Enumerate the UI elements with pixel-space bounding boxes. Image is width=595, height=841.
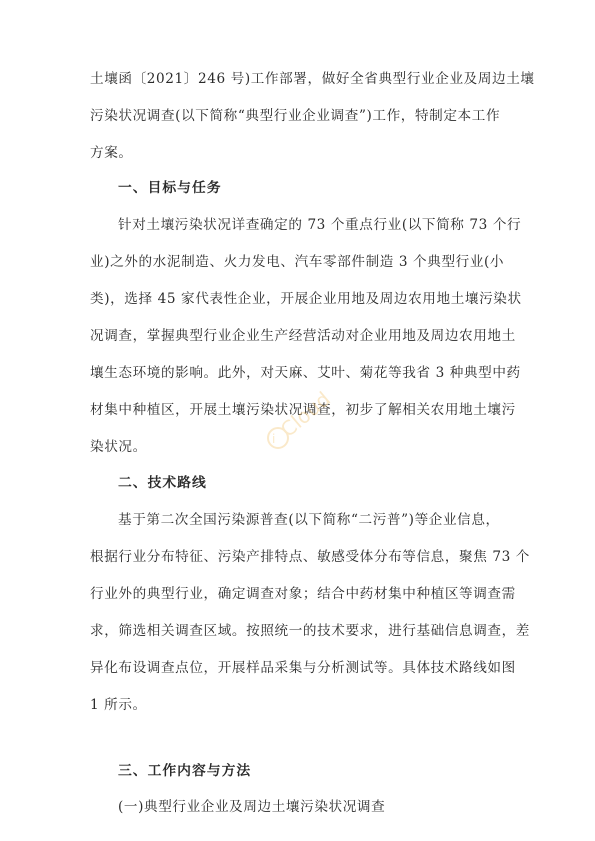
intro-line-1: 土壤函〔2021〕246 号)工作部署，做好全省典型行业企业及周边土壤 [90, 71, 535, 87]
section2-line-2: 根据行业分布特征、污染产排特点、敏感受体分布等信息，聚焦 73 个 [90, 549, 530, 565]
section-heading-work-content: 三、工作内容与方法 [118, 763, 252, 779]
section2-line-4: 求，筛选相关调查区域。按照统一的技术要求，进行基础信息调查，差 [90, 623, 531, 639]
section-heading-technical-route: 二、技术路线 [118, 475, 207, 491]
svg-text:Cloud: Cloud [275, 386, 335, 442]
section1-line-6: 材集中种植区，开展土壤污染状况调查，初步了解相关农用地土壤污 [90, 402, 516, 418]
intro-line-3: 方案。 [90, 145, 133, 161]
section1-line-7: 染状况。 [90, 439, 147, 455]
section2-line-3: 行业外的典型行业，确定调查对象；结合中药材集中种植区等调查需 [90, 586, 516, 602]
section1-line-3: 类)，选择 45 家代表性企业，开展企业用地及周边农用地土壤污染状 [90, 291, 522, 307]
section2-line-6: 1 所示。 [90, 697, 147, 713]
cloud-watermark-logo [262, 378, 352, 458]
section-heading-goals: 一、目标与任务 [118, 180, 222, 196]
section1-line-1: 针对土壤污染状况详查确定的 73 个重点行业(以下简称 73 个行 [118, 217, 522, 233]
section1-line-4: 况调查，掌握典型行业企业生产经营活动对企业用地及周边农用地土 [90, 328, 516, 344]
section1-line-5: 壤生态环境的影响。此外，对天麻、艾叶、菊花等我省 3 种典型中药 [90, 365, 521, 381]
section1-line-2: 业)之外的水泥制造、火力发电、汽车零部件制造 3 个典型行业(小 [90, 254, 505, 270]
svg-text:i: i [272, 432, 276, 446]
intro-line-2: 污染状况调查(以下简称“典型行业企业调查”)工作，特制定本工作 [90, 108, 501, 124]
section2-line-1: 基于第二次全国污染源普查(以下简称“二污普”)等企业信息， [118, 512, 500, 528]
subsection-heading: (一)典型行业企业及周边土壤污染状况调查 [118, 799, 386, 815]
section2-line-5: 异化布设调查点位，开展样品采集与分析测试等。具体技术路线如图 [90, 660, 516, 676]
